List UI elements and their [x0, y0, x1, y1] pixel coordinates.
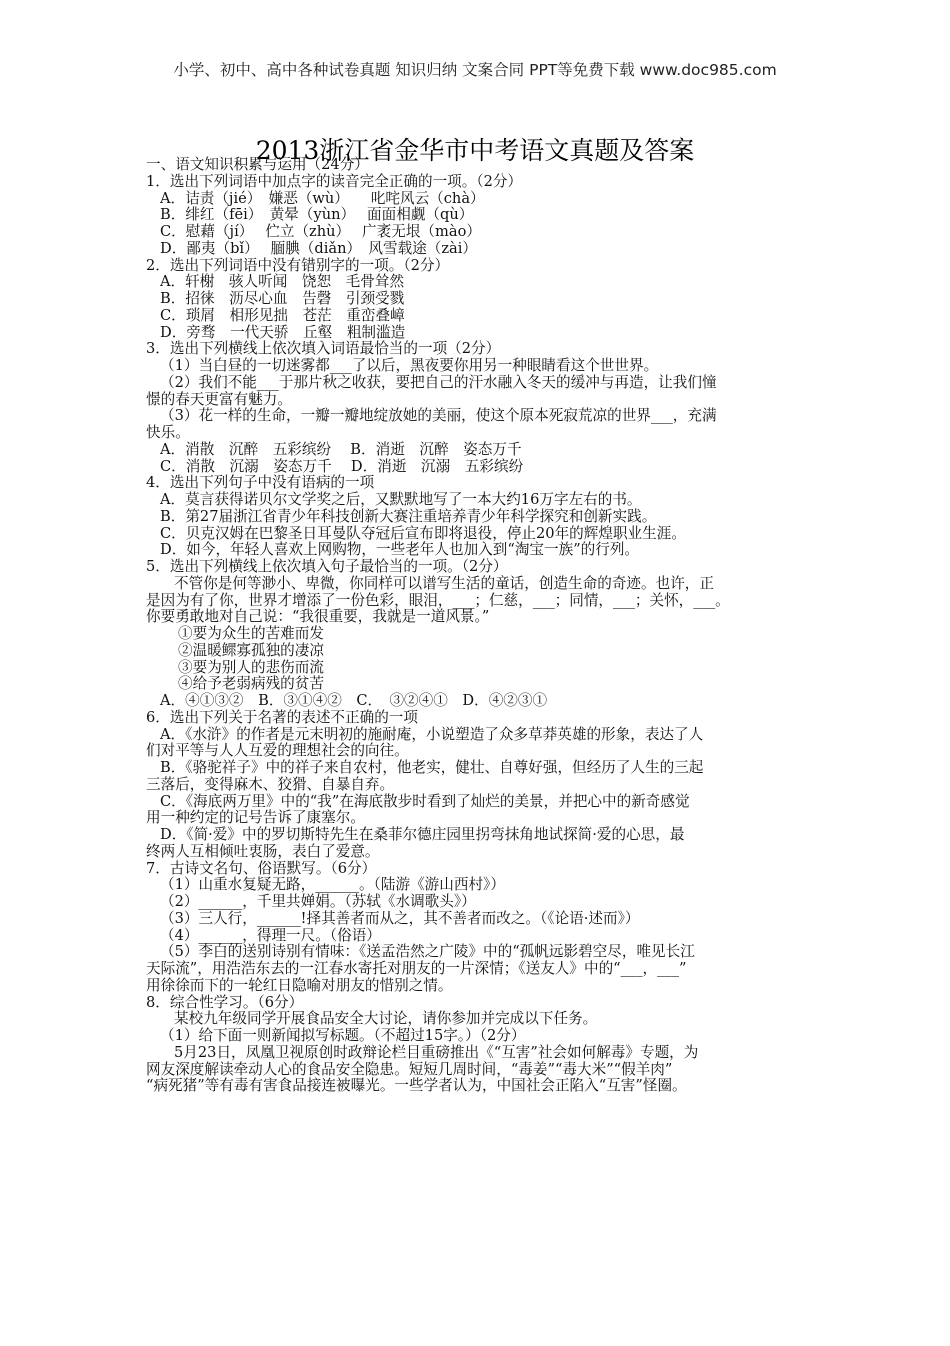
- text-line: 们对平等与人人互爱的理想社会的向往。: [146, 742, 409, 760]
- option-line: C．慰藉（jí） 伫立（zhù） 广袤无垠（mào）: [160, 223, 481, 240]
- text-line: D．《简·爱》中的罗切斯特先生在桑菲尔德庄园里拐弯抹角地试探简·爱的心思，最: [160, 826, 685, 843]
- option-line: A．轩榭 骇人听闻 饶恕 毛骨耸然: [160, 273, 405, 291]
- text-line: “病死猪”等有毒有害食品接连被曝光。一些学者认为，中国社会正陷入“互害”怪圈。: [146, 1077, 687, 1095]
- text-line: （4）______，得理一尺。（俗语）: [160, 926, 381, 944]
- text-line: 快乐。: [146, 424, 190, 441]
- section-heading: 一、语文知识积累与运用（24分）: [146, 156, 369, 173]
- text-line: （1）给下面一则新闻拟写标题。（不超过15字。）（2分）: [160, 1027, 526, 1044]
- question-4: 4．选出下列句子中没有语病的一项: [146, 474, 375, 492]
- text-line: C．《海底两万里》中的“我”在海底散步时看到了灿烂的美景，并把心中的新奇感觉: [160, 792, 690, 810]
- option-line: D．鄙夷（bǐ） 腼腆（diǎn） 风雪载途（zài）: [160, 239, 478, 257]
- option-line: ②温暖鳏寡孤独的凄凉: [178, 641, 324, 659]
- option-line: B．第27届浙江省青少年科技创新大赛注重培养青少年科学探究和创新实践。: [160, 507, 657, 525]
- text-line: B．《骆驼祥子》中的祥子来自农村，他老实，健壮、自尊好强，但经历了人生的三起: [160, 759, 704, 776]
- option-line: ③要为别人的悲伤而流: [178, 658, 324, 676]
- option-line: D．旁骛 一代天骄 丘壑 粗制滥造: [160, 323, 406, 341]
- text-line: 你要勇敢地对自己说：“我很重要，我就是一道风景。”: [146, 608, 490, 626]
- option-line: C．贝克汉姆在巴黎圣日耳曼队夺冠后宣布即将退役，停止20年的辉煌职业生涯。: [160, 524, 686, 542]
- text-line: （3）花一样的生命，一瓣一瓣地绽放她的美丽，使这个原本死寂荒凉的世界___，充满: [160, 407, 717, 425]
- question-3: 3．选出下列横线上依次填入词语最恰当的一项（2分）: [146, 340, 501, 358]
- site-banner: 小学、初中、高中各种试卷真题 知识归纳 文案合同 PPT等免费下载 www.doc985.com: [173, 61, 777, 79]
- text-line: 是因为有了你，世界才增添了一份色彩，眼泪，___；仁慈，___；同情，___；关怀，___。: [146, 591, 730, 609]
- text-line: 天际流”，用浩浩东去的一江春水寄托对朋友的一片深情；《送友人》中的“___，___”: [146, 960, 687, 977]
- option-line: ④给予老弱病残的贫苦: [178, 675, 324, 693]
- text-line: 憬的春天更富有魅力。: [146, 390, 292, 408]
- question-2: 2．选出下列词语中没有错别字的一项。（2分）: [146, 256, 450, 274]
- page-title: 2013浙江省金华市中考语文真题及答案: [255, 136, 695, 165]
- option-line: C．消散 沉溺 姿态万千 D．消逝 沉溺 五彩缤纷: [160, 457, 524, 475]
- question-8: 8．综合性学习。（6分）: [146, 993, 304, 1011]
- question-7: 7．古诗文名句、俗语默写。（6分）: [146, 859, 377, 877]
- option-line: D．如今，年轻人喜欢上网购物，一些老年人也加入到“淘宝一族”的行列。: [160, 541, 640, 559]
- text-line: 某校九年级同学开展食品安全大讨论，请你参加并完成以下任务。: [174, 1010, 598, 1028]
- text-line: 终两人互相倾吐衷肠，表白了爱意。: [146, 842, 380, 860]
- question-6: 6．选出下列关于名著的表述不正确的一项: [146, 708, 418, 726]
- option-line: A．④①③② B．③①④② C． ③②④① D．④②③①: [160, 692, 548, 709]
- option-line: B．招徕 沥尽心血 告磬 引颈受戮: [160, 290, 405, 307]
- text-line: （3）三人行，______!择其善者而从之，其不善者而改之。（《论语·述而》）: [160, 909, 640, 927]
- option-line: ①要为众生的苦难而发: [178, 625, 324, 642]
- text-line: 用一种约定的记号告诉了康塞尔。: [146, 809, 365, 827]
- text-line: （1）山重水复疑无路，______。（陆游《游山西村》）: [160, 876, 505, 894]
- question-5: 5．选出下列横线上依次填入句子最恰当的一项。（2分）: [146, 558, 508, 575]
- question-1: 1．选出下列词语中加点字的读音完全正确的一项。（2分）: [146, 172, 523, 190]
- option-line: A．诘责（jié） 嫌恶（wù） 叱咤风云（chà）: [160, 189, 485, 207]
- text-line: A．《水浒》的作者是元末明初的施耐庵，小说塑造了众多草莽英雄的形象，表达了人: [160, 725, 704, 743]
- option-line: B．绯红（fēi） 黄晕（yùn） 面面相觑（qù）: [160, 206, 474, 224]
- option-line: A．莫言获得诺贝尔文学奖之后，又默默地写了一本大约16万字左右的书。: [160, 491, 642, 508]
- text-line: 不管你是何等渺小、卑微，你同样可以谱写生活的童话，创造生命的奇迹。也许，正: [174, 574, 714, 592]
- text-line: （2）______，千里共婵娟。（苏轼《水调歌头》）: [160, 893, 476, 910]
- option-line: A．消散 沉醉 五彩缤纷 B．消逝 沉醉 姿态万千: [160, 440, 522, 458]
- text-line: （2）我们不能___于那片秋之收获，要把自己的汗水融入冬天的缓冲与再造，让我们憧: [160, 373, 717, 391]
- text-line: 网友深度解读牵动人心的食品安全隐患。短短几周时间，“毒姜”“毒大米”“假羊肉”: [146, 1060, 673, 1078]
- text-line: 用徐徐而下的一轮红日隐喻对朋友的惜别之情。: [146, 976, 453, 994]
- exam-body: [146, 157, 810, 1095]
- option-line: C．琐屑 相形见拙 苍茫 重峦叠嶂: [160, 306, 405, 324]
- text-line: （5）李白的送别诗别有情味：《送孟浩然之广陵》中的“孤帆远影碧空尽，唯见长江: [160, 943, 695, 961]
- text-line: （1）当白昼的一切迷雾都___了以后，黑夜要你用另一种眼睛看这个世世界。: [160, 357, 659, 374]
- text-line: 三落后，变得麻木、狡猾、自暴自弃。: [146, 775, 395, 793]
- text-line: 5月23日，凤凰卫视原创时政辩论栏目重磅推出《“互害”社会如何解毒》专题，为: [174, 1043, 699, 1061]
